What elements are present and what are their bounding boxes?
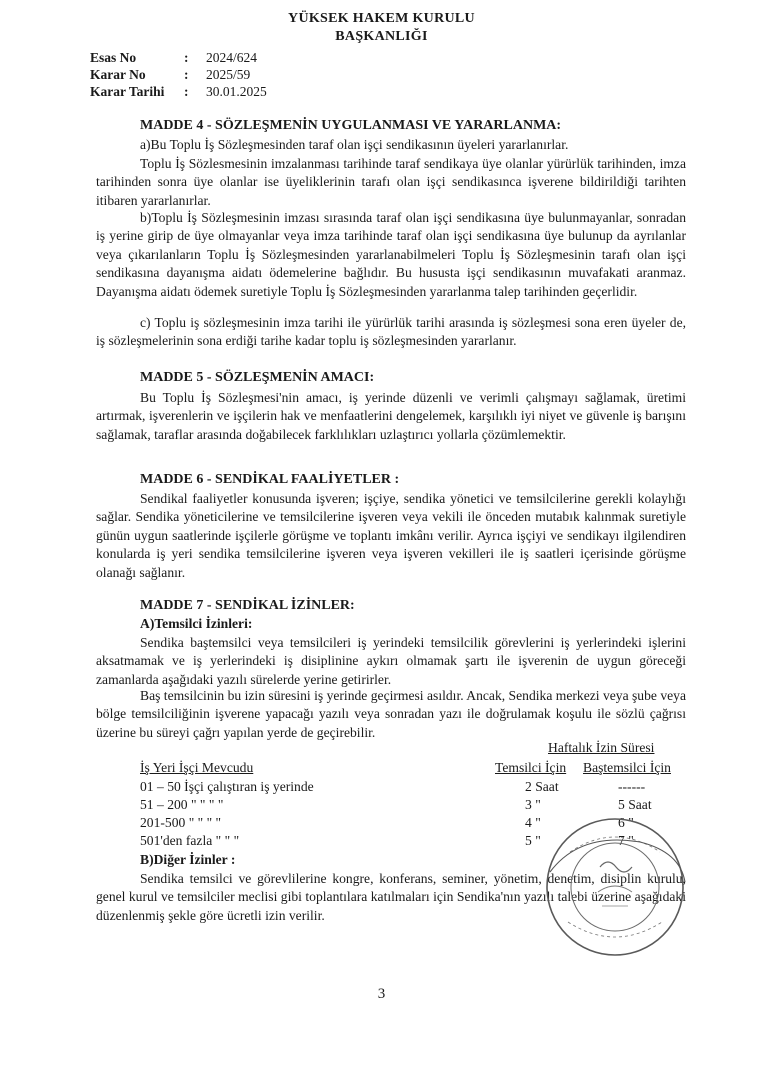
table-cell-workforce: 201-500 " " " "	[140, 815, 222, 830]
article-7-paragraph: Sendika baştemsilci veya temsilcileri iş yerindeki temsilcilik görevlerini iş yerlerindeki işlerini aksatmamak ve iş yerlerindeki iş disiplinine aykırı olmamak şartı ile işverenin de uygun göreceği zamanlarda aşağıdaki yazılı sürelerde yerine getirirler.	[96, 635, 686, 687]
meta-label: Esas No	[90, 50, 137, 65]
leave-table-header-chief-representative: Baştemsilci İçin	[583, 760, 671, 775]
table-cell-workforce: 51 – 200 " " " "	[140, 797, 224, 812]
article-6-heading: MADDE 6 - SENDİKAL FAALİYETLER :	[140, 472, 400, 487]
meta-value: 2025/59	[206, 67, 251, 82]
other-leave-subheading: B)Diğer İzinler :	[140, 852, 236, 867]
article-4-paragraph-a: a)Bu Toplu İş Sözleşmesinden taraf olan işçi sendikasının üyeleri yararlanırlar.	[140, 137, 569, 152]
table-cell-chief: ------	[618, 779, 646, 794]
article-5-paragraph: Bu Toplu İş Sözleşmesi'nin amacı, iş yerinde düzenli ve verimli çalışmayı sağlamak, üretimi artırmak, işverenlerin ve işçilerin hak ve menfaatlerini dengelemek, karşılıklı iyi niyet ve güvenle iş barışını sağlamak, taraflar arasında doğabilecek farklılıkları uzlaştırıcı yollarla çözümlemektir.	[96, 390, 686, 442]
article-7-heading: MADDE 7 - SENDİKAL İZİNLER:	[140, 598, 355, 613]
issuer-name: YÜKSEK HAKEM KURULU	[288, 11, 475, 26]
article-4-paragraph-b: b)Toplu İş Sözleşmesinin imzası sırasında taraf olan işçi sendikasına üye bulunmayanlar, sonradan iş yerine girip de üye olmayanlar veya imza tarihinde taraf olan işçi sendikasına üye bulunup da ayrılanlar veya çıkarılanların Toplu İş Sözleşmesinden yararlanabilmeleri Toplu İş Sözleşmesinin tarafı olan işçi sendikasına dayanışma aidatı ödemelerine bağlıdır. Bu hususta işçi sendikasının muvafakati aranmaz. Dayanışma aidatı ödemek suretiyle Toplu İş Sözleşmesinden yararlanma talep tarihinden geçerlidir.	[96, 210, 686, 299]
table-cell-workforce: 501'den fazla " " "	[140, 833, 240, 848]
page-number: 3	[377, 986, 386, 1002]
article-7-paragraph: Baş temsilcinin bu izin süresini iş yerinde geçirmesi asıldır. Ancak, Sendika merkezi veya şube veya bölge temsilciliğinin işverene yapacağı yazılı veya sonradan yazı ile doğrulamak koşulu ile sözlü çağrısı üzerine bu süreyi çağrı yapılan yerde de geçirebilir.	[96, 688, 686, 740]
article-5-heading: MADDE 5 - SÖZLEŞMENİN AMACI:	[140, 370, 375, 385]
article-4-paragraph: Toplu İş Sözlesmesinin imzalanması tarihinde taraf sendikaya üye olanlar yürürlük tarihinden, imza tarihinden sonra üye olanlar ise üyeliklerinin tarafı olan işçi sendikasınca işverene bildirildiği tarihten itibaren yararlanırlar.	[96, 156, 686, 208]
table-cell-chief: 6 "	[618, 815, 634, 830]
leave-table-title: Haftalık İzin Süresi	[548, 740, 655, 755]
meta-label: Karar No	[90, 67, 146, 82]
table-cell-representative: 5 "	[525, 833, 541, 848]
table-cell-workforce: 01 – 50 İşçi çalıştıran iş yerinde	[140, 779, 314, 794]
issuer-unit: BAŞKANLIĞI	[335, 29, 428, 44]
representative-leave-subheading: A)Temsilci İzinleri:	[140, 616, 253, 631]
leave-table-header-workforce: İş Yeri İşçi Mevcudu	[140, 760, 254, 775]
table-cell-chief: 5 Saat	[618, 797, 652, 812]
meta-value: 2024/624	[206, 50, 258, 65]
meta-colon: :	[184, 84, 189, 99]
meta-colon: :	[184, 50, 189, 65]
meta-label: Karar Tarihi	[90, 84, 165, 99]
table-cell-representative: 3 "	[525, 797, 541, 812]
table-cell-representative: 2 Saat	[525, 779, 559, 794]
article-7-paragraph: Sendika temsilci ve görevlilerine kongre, konferans, seminer, yönetim, denetim, disiplin kurulu, genel kurul ve temsilciler meclisi gibi toplantılara katılmaları için Sendika'nın yazılı talebi üzerine aşağıdaki düzenlenmiş şekle göre ücretli izin verilir.	[96, 871, 686, 923]
table-cell-chief: 7 "	[618, 833, 634, 848]
stamp-seal-icon	[540, 812, 690, 962]
meta-value: 30.01.2025	[206, 84, 267, 99]
meta-colon: :	[184, 67, 189, 82]
article-4-paragraph-c: c) Toplu iş sözleşmesinin imza tarihi ile yürürlük tarihi arasında iş sözleşmesi sona eren üyeler de, iş sözleşmelerinin sona erdiği tarihe kadar toplu iş sözleşmesinden yararlanır.	[96, 315, 686, 349]
leave-table-header-representative: Temsilci İçin	[495, 760, 567, 775]
article-6-paragraph: Sendikal faaliyetler konusunda işveren; işçiye, sendika yönetici ve temsilcilerine gerekli kolaylığı sağlar. Sendika yöneticilerine ve temsilcilerine işveren veya vekili ile önceden mutabık kalınmak suretiyle günün uygun saatlerinde işçilerle görüşme ve toplantı imkânı verilir. Ayrıca işçiyi ve sendikayı ilgilendiren konularda iş yeri sendika temsilcilerine işveren veya işveren vekilleri ile iş saatleri içerisinde görüşme olanağı sağlanır.	[96, 491, 686, 580]
table-cell-representative: 4 "	[525, 815, 541, 830]
article-4-heading: MADDE 4 - SÖZLEŞMENİN UYGULANMASI VE YARARLANMA:	[140, 118, 562, 133]
